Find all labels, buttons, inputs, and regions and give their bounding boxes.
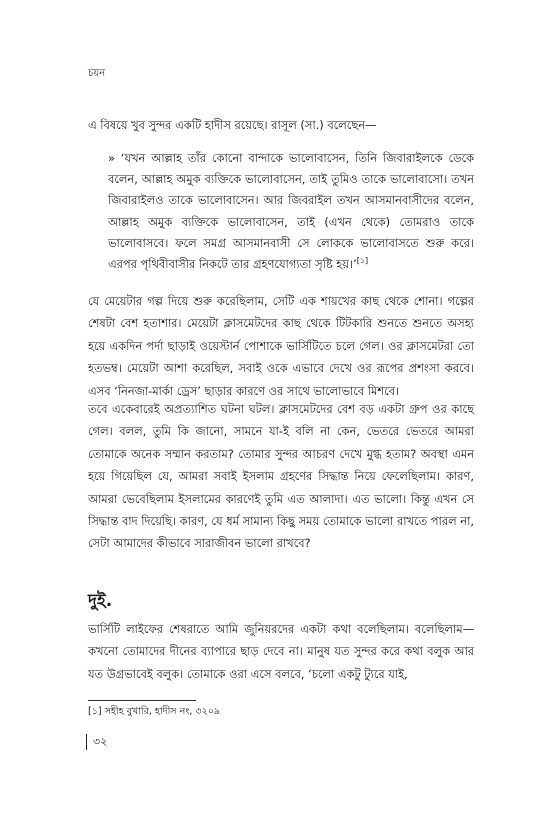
quote-marker: » [108,151,121,165]
story-paragraph-2: তবে একেবারেই অপ্রত্যাশিত ঘটনা ঘটল। ক্লাসমেটদের বেশ বড় একটা গ্রুপ ওর কাছে গেল। বলল, তুমি কি জানো, সামনে যা-ই বলি না কেন, ভেতরে ভেতরে আমরা তোমাকে অনেক সম্মান করতাম? তোমার সুন্দর আচরণ দেখে মুগ্ধ হতাম? অবস্থা এমন হয়ে গিয়েছিল যে, আমরা সবাই ইসলাম গ্রহণের সিদ্ধান্ত নিয়ে ফেলেছিলাম। কারণ, আমরা ভেবেছিলাম ইসলামের কারণেই তুমি এত আলাদা। এত ভালো। কিন্তু এখন সে সিদ্ধান্ত বাদ দিয়েছি। কারণ, যে ধর্ম সামান্য কিছু সময় তোমাকে ভালো রাখতে পারল না, সেটা আমাদের কীভাবে সারাজীবন ভালো রাখবে? [88,402,474,551]
footnote: [১] সহীহ বুখারি, হাদীস নং, ৩২০৯ [88,706,221,717]
footnote-reference[interactable]: [১] [356,256,369,266]
footnote-divider [88,700,196,701]
hadith-quote [108,148,474,275]
section-paragraph: ভার্সিটি লাইফের শেষরাতে আমি জুনিয়রদের একটা কথা বলেছিলাম। বলেছিলাম—কখনো তোমাদের দীনের ব্যাপারে ছাড় দেবে না। মানুষ যত সুন্দর করে কথা বলুক আর যত উগ্রভাবেই বলুক। তোমাকে ওরা এসে বলবে, ‘চলো একটু ট্যুরে যাই, [88,622,474,681]
page-number: ৩২ [86,734,107,750]
quote-text: ‘যখন আল্লাহ তাঁর কোনো বান্দাকে ভালোবাসেন, তিনি জিবারাইলকে ডেকে বলেন, আল্লাহ অমুক ব্যক্তিকে ভালোবাসেন, তাই তুমিও তাকে ভালোবাসো। তখন জিবারাইলও তাকে ভালোবাসেন। আর জিবরাইল তখন আসমানবাসীদের বলেন, আল্লাহ অমুক ব্যক্তিকে ভালোবাসেন, তাই (এখন থেকে) তোমরাও তাকে ভালোবাসবে। ফলে সমগ্র আসমানবাসী সে লোককে ভালোবাসতে শুরু করে। এরপর পৃথিবীবাসীর নিকটে তার গ্রহণযোগ্যতা সৃষ্টি হয়।’ [108,151,475,272]
section-heading: দুই. [88,591,113,611]
intro-paragraph: এ বিষয়ে খুব সুন্দর একটি হাদীস রয়েছে। রাসূল (সা.) বলেছেন— [88,118,377,132]
story-paragraph-1: যে মেয়েটার গল্প দিয়ে শুরু করেছিলাম, সেটি এক শায়খের কাছ থেকে শোনা। গল্পের শেষটা বেশ হতাশার। মেয়েটা ক্লাসমেটদের কাছ থেকে টিটকারি শুনতে শুনতে অসহ্য হয়ে একদিন পর্দা ছাড়াই ওয়েস্টার্ন পোশাকে ভার্সিটিতে চলে গেল। ওর ক্লাসমেটরা তো হতভম্ব। মেয়েটা আশা করেছিল, সবাই ওকে এভাবে দেখে ওর রূপের প্রশংসা করবে। এসব ‘নিনজা-মার্কা ড্রেস’ ছাড়ার কারণে ওর সাথে ভালোভাবে মিশবে। [88,294,474,398]
running-head: চয়ন [88,68,106,79]
